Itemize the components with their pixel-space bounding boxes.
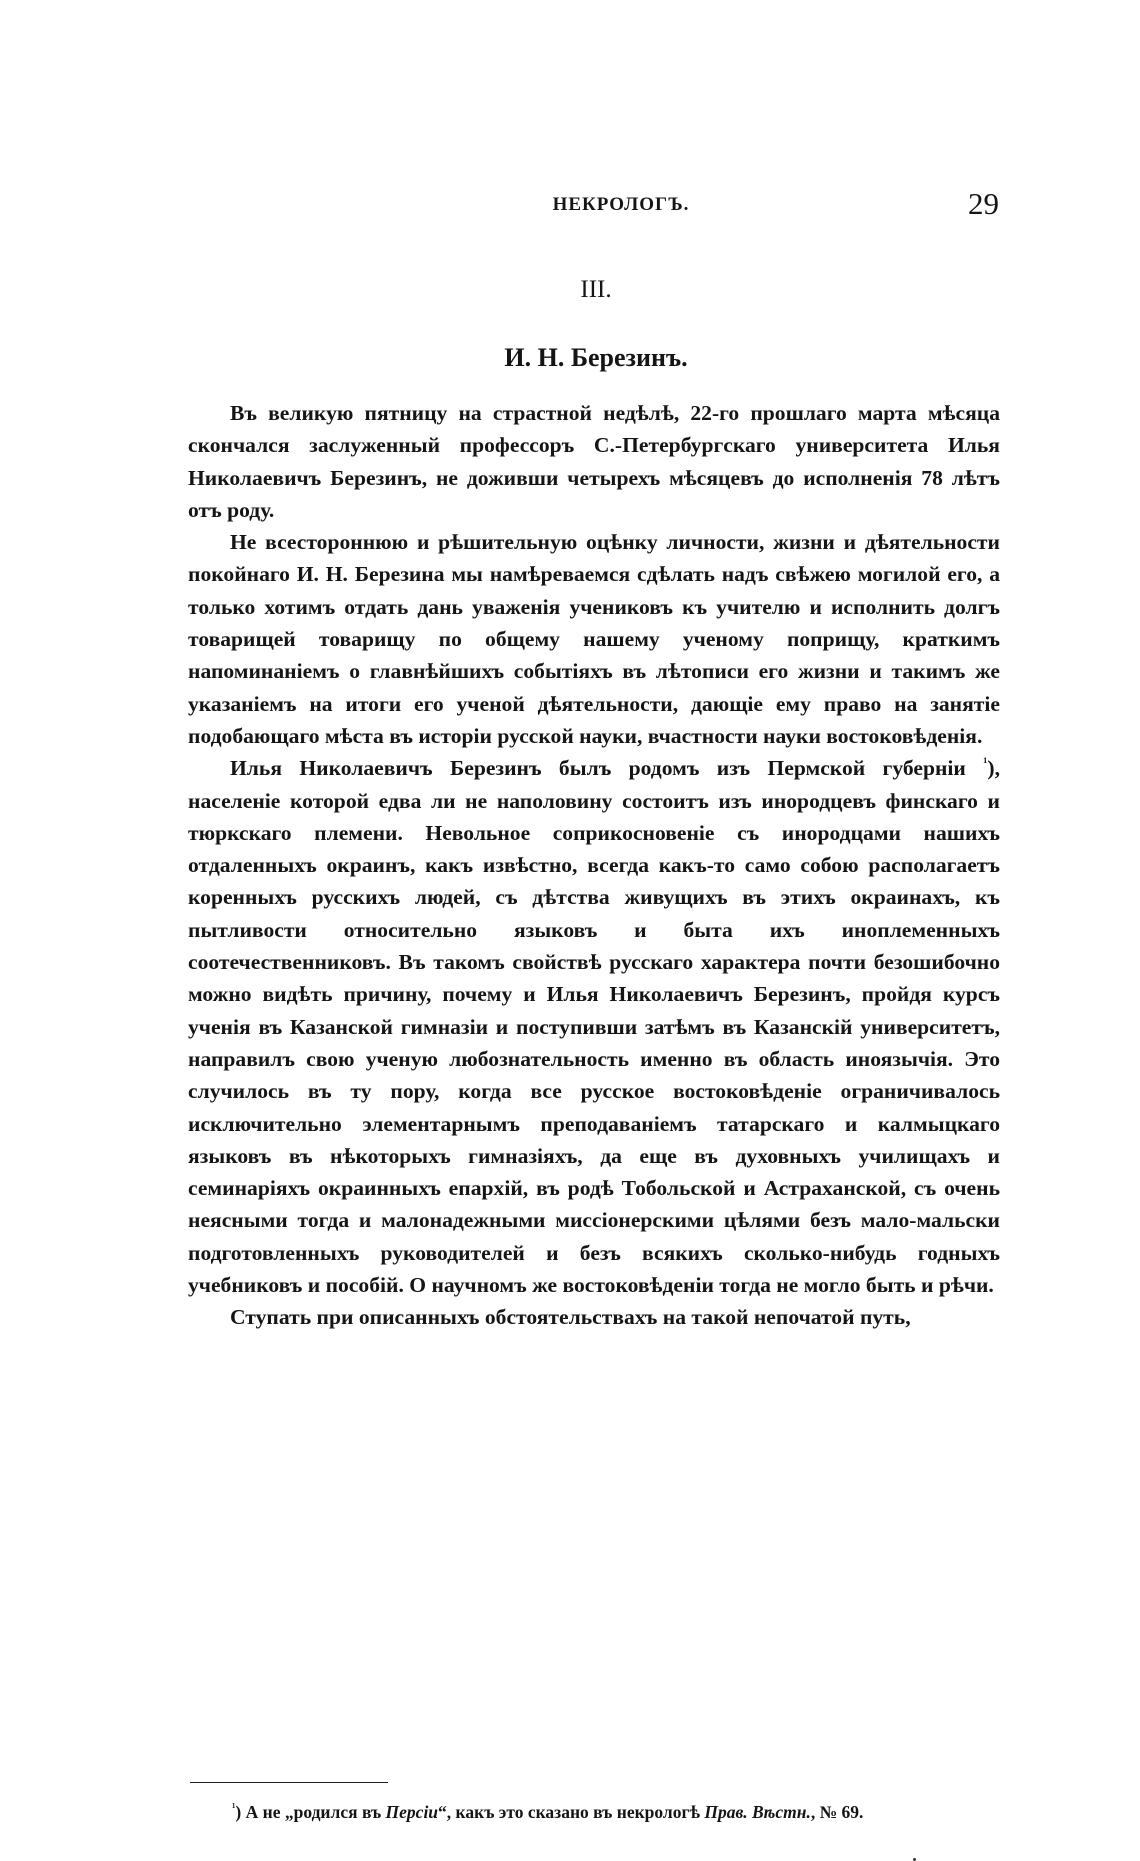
section-number: III.	[580, 276, 612, 303]
footnote-text-1: ) А не „родился въ	[235, 1802, 386, 1822]
footnote	[190, 1797, 1000, 1827]
article-title: И. Н. Березинъ.	[504, 343, 688, 372]
running-head	[193, 186, 999, 226]
footnote-text-2: “, какъ это сказано въ некрологѣ	[438, 1802, 705, 1822]
paragraph-3	[188, 752, 1000, 1301]
paragraph-4: Ступать при описанныхъ обстоятельствахъ на такой непочатой путь,	[230, 1305, 911, 1330]
running-title: НЕКРОЛОГЪ.	[552, 194, 690, 215]
paragraph-1: Въ великую пятницу на страстной недѣлѣ, 22-го прошлаго марта мѣсяца скончался заслуженный профессоръ С.-Петербургскаго университета Илья Николаевичъ Березинъ, не доживши четырехъ мѣсяцевъ до исполненія 78 лѣтъ отъ роду.	[188, 401, 1000, 522]
paragraph-3-text-b: ), населеніе которой едва ли не наполовину состоитъ изъ инородцевъ финскаго и тюркскаго племени. Невольное соприкосновеніе съ инородцами нашихъ отдаленныхъ окраинъ, какъ извѣстно, всегда какъ-то само собою располагаетъ коренныхъ русскихъ людей, съ дѣтства живущихъ въ этихъ окраинахъ, къ пытливости относительно языковъ и быта ихъ иноплеменныхъ соотечественниковъ. Въ такомъ свойствѣ русскаго характера почти безошибочно можно видѣть причину, почему и Илья Николаевичъ Березинъ, пройдя курсъ ученія въ Казанской гимназіи и поступивши затѣмъ въ Казанскій университетъ, направилъ свою ученую любознательность именно въ область иноязычія. Это случилось въ ту пору, когда все русское востоковѣденіе ограничивалось исключительно элементарнымъ преподаваніемъ татарскаго и калмыцкаго языковъ въ нѣкоторыхъ гимназіяхъ, да еще въ духовныхъ училищахъ и семинаріяхъ окраинныхъ епархій, въ родѣ Тобольской и Астраханской, съ очень неясными тогда и малонадежными миссіонерскими цѣлями безъ мало-мальски подготовленныхъ руководителей и безъ всякихъ сколько-нибудь годныхъ учебниковъ и пособій. О научномъ же востоковѣденіи тогда не могло быть и рѣчи.	[188, 756, 1000, 1298]
body-text	[188, 397, 1000, 1334]
footnote-reference: ¹	[983, 755, 988, 772]
footnote-divider	[190, 1782, 388, 1783]
paragraph-3-text-a: Илья Николаевичъ Березинъ былъ родомъ изъ Пермской губерніи	[230, 756, 984, 781]
footnote-mark: ¹	[232, 1802, 236, 1815]
footnote-text-3: , № 69.	[810, 1802, 864, 1822]
footnote-italic-1: Персіи	[385, 1802, 439, 1822]
page-number: 29	[968, 186, 999, 221]
paragraph-2: Не всестороннюю и рѣшительную оцѣнку личности, жизни и дѣятельности покойнаго И. Н. Березина мы намѣреваемся сдѣлать надъ свѣжею могилой его, а только хотимъ отдать дань уваженія учениковъ къ учителю и исполнить долгъ товарищей товарищу по общему нашему ученому поприщу, краткимъ напоминаніемъ о главнѣйшихъ событіяхъ въ лѣтописи его жизни и такимъ же указаніемъ на итоги его ученой дѣятельности, дающіе ему право на занятіе подобающаго мѣста въ исторіи русской науки, вчастности науки востоковѣденія.	[188, 530, 1000, 748]
footnote-italic-2: Прав. Вѣстн.	[704, 1802, 811, 1822]
